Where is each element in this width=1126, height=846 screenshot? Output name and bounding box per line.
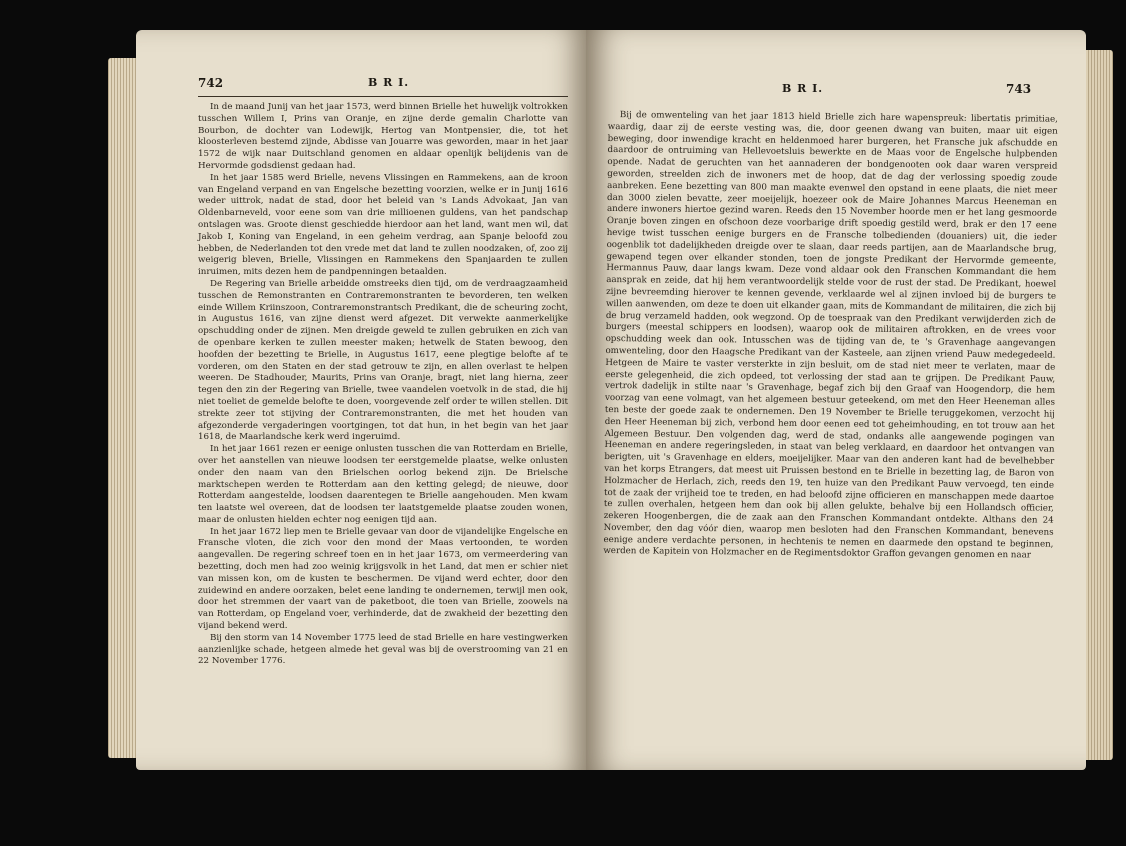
running-head-left: B R I. — [368, 76, 410, 89]
right-page-body — [603, 110, 1058, 563]
right-paragraph: Bij de omwenteling van het jaar 1813 hield Brielle zich hare wapenspreuk: libertatis primitiae, waardig, daar zij de eerste vesting was, die, door geenen dwang van buiten, maar uit eigen beweging, door inwendige kracht en heldenmoed harer burgeren, het Fransche juk afschudde en daardoor de ontruiming van Hellevoetsluis bewerkte en de Maas voor de Engelsche hulpbenden opende. Nadat de geruchten van het aannaderen der bondgenooten ook daar waren verspreid geworden, streelden zich de inwoners met de hoop, dat de dag der verlossing spoedig zoude aanbreken. Eene bezetting van 800 man maakte evenwel den opstand in eene plaats, die niet meer dan 3000 zielen bevatte, zeer moeijelijk, hoezeer ook de Maire Johannes Marcus Heeneman en andere inwoners hiertoe gezind waren. Reeds den 15 November hoorde men er het lang gesmoorde Oranje boven zingen en ofschoon deze voorbarige drift spoedig gestild werd, brak er den 17 eene hevige twist tusschen eenige burgers en de Fransche tolbedienden (douaniers) uit, die ieder oogenblik tot dadelijkheden dreigde over te slaan, daar reeds partijen, aan de Maarlandsche brug, gewapend tegen over elkander stonden, toen de jongste Predikant der Hervormde gemeente, Hermannus Pauw, daar langs kwam. Deze vond aldaar ook den Franschen Kommandant die hem aansprak en zeide, dat hij hem verantwoordelijk stelde voor de rust der stad. De Predikant, hoewel zijne bevreemding hierover te kennen gevende, verklaarde wel al zijnen invloed bij de burgers te willen aanwenden, om deze te doen uit elkander gaan, mits de Kommandant de militairen, die zich bij de brug verzameld hadden, ook wegzond. Op de toespraak van den Predikant verwijderden zich de burgers (meestal schippers en loodsen), waarop ook de militairen aftrokken, en de vrees voor opschudding week dan ook. Intusschen was de tijding van de, te 's Gravenhage aangevangen omwenteling, door den Haagsche Predikant van der Kasteele, aan zijnen vriend Pauw medegedeeld. Hetgeen de Maire te vaster versterkte in zijn besluit, om de stad niet meer te verlaten, maar de eerste gelegenheid, die zich opdeed, tot verlossing der stad aan te grijpen. De Predikant Pauw, vertrok dadelijk in stilte naar 's Gravenhage, begaf zich bij den Graaf van Hoogendorp, die hem voorzag van eene volmagt, van het algemeen bestuur geteekend, om met den Heer Heeneman alles ten beste der goede zaak te ondernemen. Den 19 November te Brielle teruggekomen, verzocht hij den Heer Heeneman bij zich, verbond hem door eenen eed tot geheimhouding, en tot trouw aan het Algemeen Bestuur. Den volgenden dag, werd de stad, ondanks alle aangewende pogingen van Heeneman en andere regeringsleden, in staat van beleg verklaard, en daardoor het ontvangen van berigten, uit 's Gravenhage en elders, moeijelijker. Maar van den anderen kant had de bevelhebber van het korps Etrangers, dat meest uit Pruissen bestond en te Brielle in bezetting lag, de Baron von Holzmacher de Herlach, zich, reeds den 19, ten huize van den Predikant Pauw vervoegd, ten einde tot de zaak der vrijheid toe te treden, en had beloofd zijne officieren en manschappen mede daartoe te zullen overhalen, hetgeen hem dan ook bij allen gelukte, behalve bij een Hollandsch officier, zekeren Hoogenbergen, die de zaak aan den Franschen Kommandant ontdekte. Althans den 24 November, den dag vóór dien, waarop men besloten had den Franschen Kommandant, benevens eenige andere verdachte personen, in hechtenis te nemen en daarmede den opstand te beginnen, werden de Kapitein von Holzmacher en de Regimentsdoktor Graffon gevangen genomen en naar — [603, 110, 1058, 561]
page-number-left: 742 — [198, 76, 224, 90]
left-paragraph: De Regering van Brielle arbeidde omstreeks dien tijd, om de verdraagzaamheid tusschen de Remonstranten en Contraremonstranten te bevorderen, ten welken einde Willem Kriinszoon, Contraremonstrantsch Predikant, die de scheuring zocht, in Augustus 1616, van zijne dienst werd afgezet. Dit verwekte aanmerkelijke opschudding onder de zijnen. Men dreigde geweld te zullen gebruiken en zich van de openbare kerken te zullen meester maken; hetwelk de Staten bewoog, den hoofden der bezetting te Brielle, in Augustus 1617, eene plegtige belofte af te vorderen, om den Staten en der stad getrouw te zijn, en allen overlast te helpen weeren. De Stadhouder, Maurits, Prins van Oranje, bragt, niet lang hierna, zeer tegen den zin der Regering van Brielle, twee vaandelen voetvolk in de stad, die hij niet toeliet de gemelde belofte te doen, voorgevende zelf order te willen stellen. Dit strekte zeer tot stijving der Contraremonstranten, die met het houden van afgezonderde vergaderingen voortgingen, tot dat hun, in het begin van het jaar 1618, de Maarlandsche kerk werd ingeruimd. — [198, 278, 568, 443]
page-number-right: 743 — [1006, 82, 1032, 96]
left-page-body — [198, 102, 568, 668]
right-page-stack — [1085, 50, 1113, 760]
left-paragraph: In het jaar 1585 werd Brielle, nevens Vlissingen en Rammekens, aan de kroon van Engeland verpand en van Engelsche bezetting voorzien, welke er in Junij 1616 weder uittrok, nadat de stad, door het beleid van 's Lands Advokaat, Jan van Oldenbarneveld, voor eene som van drie millioenen guldens, van het pandschap ontslagen was. Groote dienst geschiedde hierdoor aan het land, want men wil, dat Jakob I, Koning van Engeland, in een geheim verdrag, aan Spanje beloofd zou hebben, de Nederlanden tot den vrede met dat land te zullen noodzaken, of, zoo zij weigerig bleven, Brielle, Vlissingen en Rammekens den Spanjaarden te zullen inruimen, mits dezen hem de pandpenningen betaalden. — [198, 172, 568, 278]
left-page-stack — [108, 58, 138, 758]
running-head-right: B R I. — [782, 82, 824, 95]
header-rule-left — [198, 96, 568, 97]
left-paragraph: Bij den storm van 14 November 1775 leed de stad Brielle en hare vestingwerken aanzienlijke schade, hetgeen almede het geval was bij de overstrooming van 21 en 22 November 1776. — [198, 632, 568, 667]
left-page — [136, 30, 586, 770]
left-paragraph: In het jaar 1672 liep men te Brielle gevaar van door de vijandelijke Engelsche en Fransche vloten, die zich voor den mond der Maas vertoonden, te worden aangevallen. De regering schreef toen en in het jaar 1673, om vermeerdering van bezetting, doch men had zoo weinig krijgsvolk in het Land, dat men er schier niet van missen kon, om de kusten te beschermen. De vijand werd echter, door den zuidewind en andere oorzaken, belet eene landing te ondernemen, terwijl men ook, door het stremmen der vaart van de paketboot, die toen van Brielle, zoowels na van Rotterdam, op Engeland voer, verhinderde, dat de zwakheid der bezetting den vijand bekend werd. — [198, 526, 568, 632]
left-paragraph: In het jaar 1661 rezen er eenige onlusten tusschen die van Rotterdam en Brielle, over het aanstellen van nieuwe loodsen ter eerstgemelde plaatse, welke onlusten onder den naam van den Brielschen oorlog bekend zijn. De Brielsche marktschepen werden te Rotterdam aan den ketting gelegd; de nieuwe, door Rotterdam aangestelde, loodsen daarentegen te Brielle aangehouden. Men kwam ten laatste wel overeen, dat de loodsen ter laatstgemelde plaatse zouden wonen, maar de onlusten hielden echter nog eenigen tijd aan. — [198, 444, 568, 525]
left-paragraph: In de maand Junij van het jaar 1573, werd binnen Brielle het huwelijk voltrokken tusschen Willem I, Prins van Oranje, en zijne derde gemalin Charlotte van Bourbon, de dochter van Lodewijk, Hertog van Montpensier, die, tot het kloosterleven bestemd zijnde, Abdisse van Jouarre was geworden, maar in het jaar 1572 de wijk naar Duitschland genomen en aldaar openlijk belijdenis van de Hervormde godsdienst gedaan had. — [198, 102, 568, 171]
right-page — [586, 30, 1086, 770]
